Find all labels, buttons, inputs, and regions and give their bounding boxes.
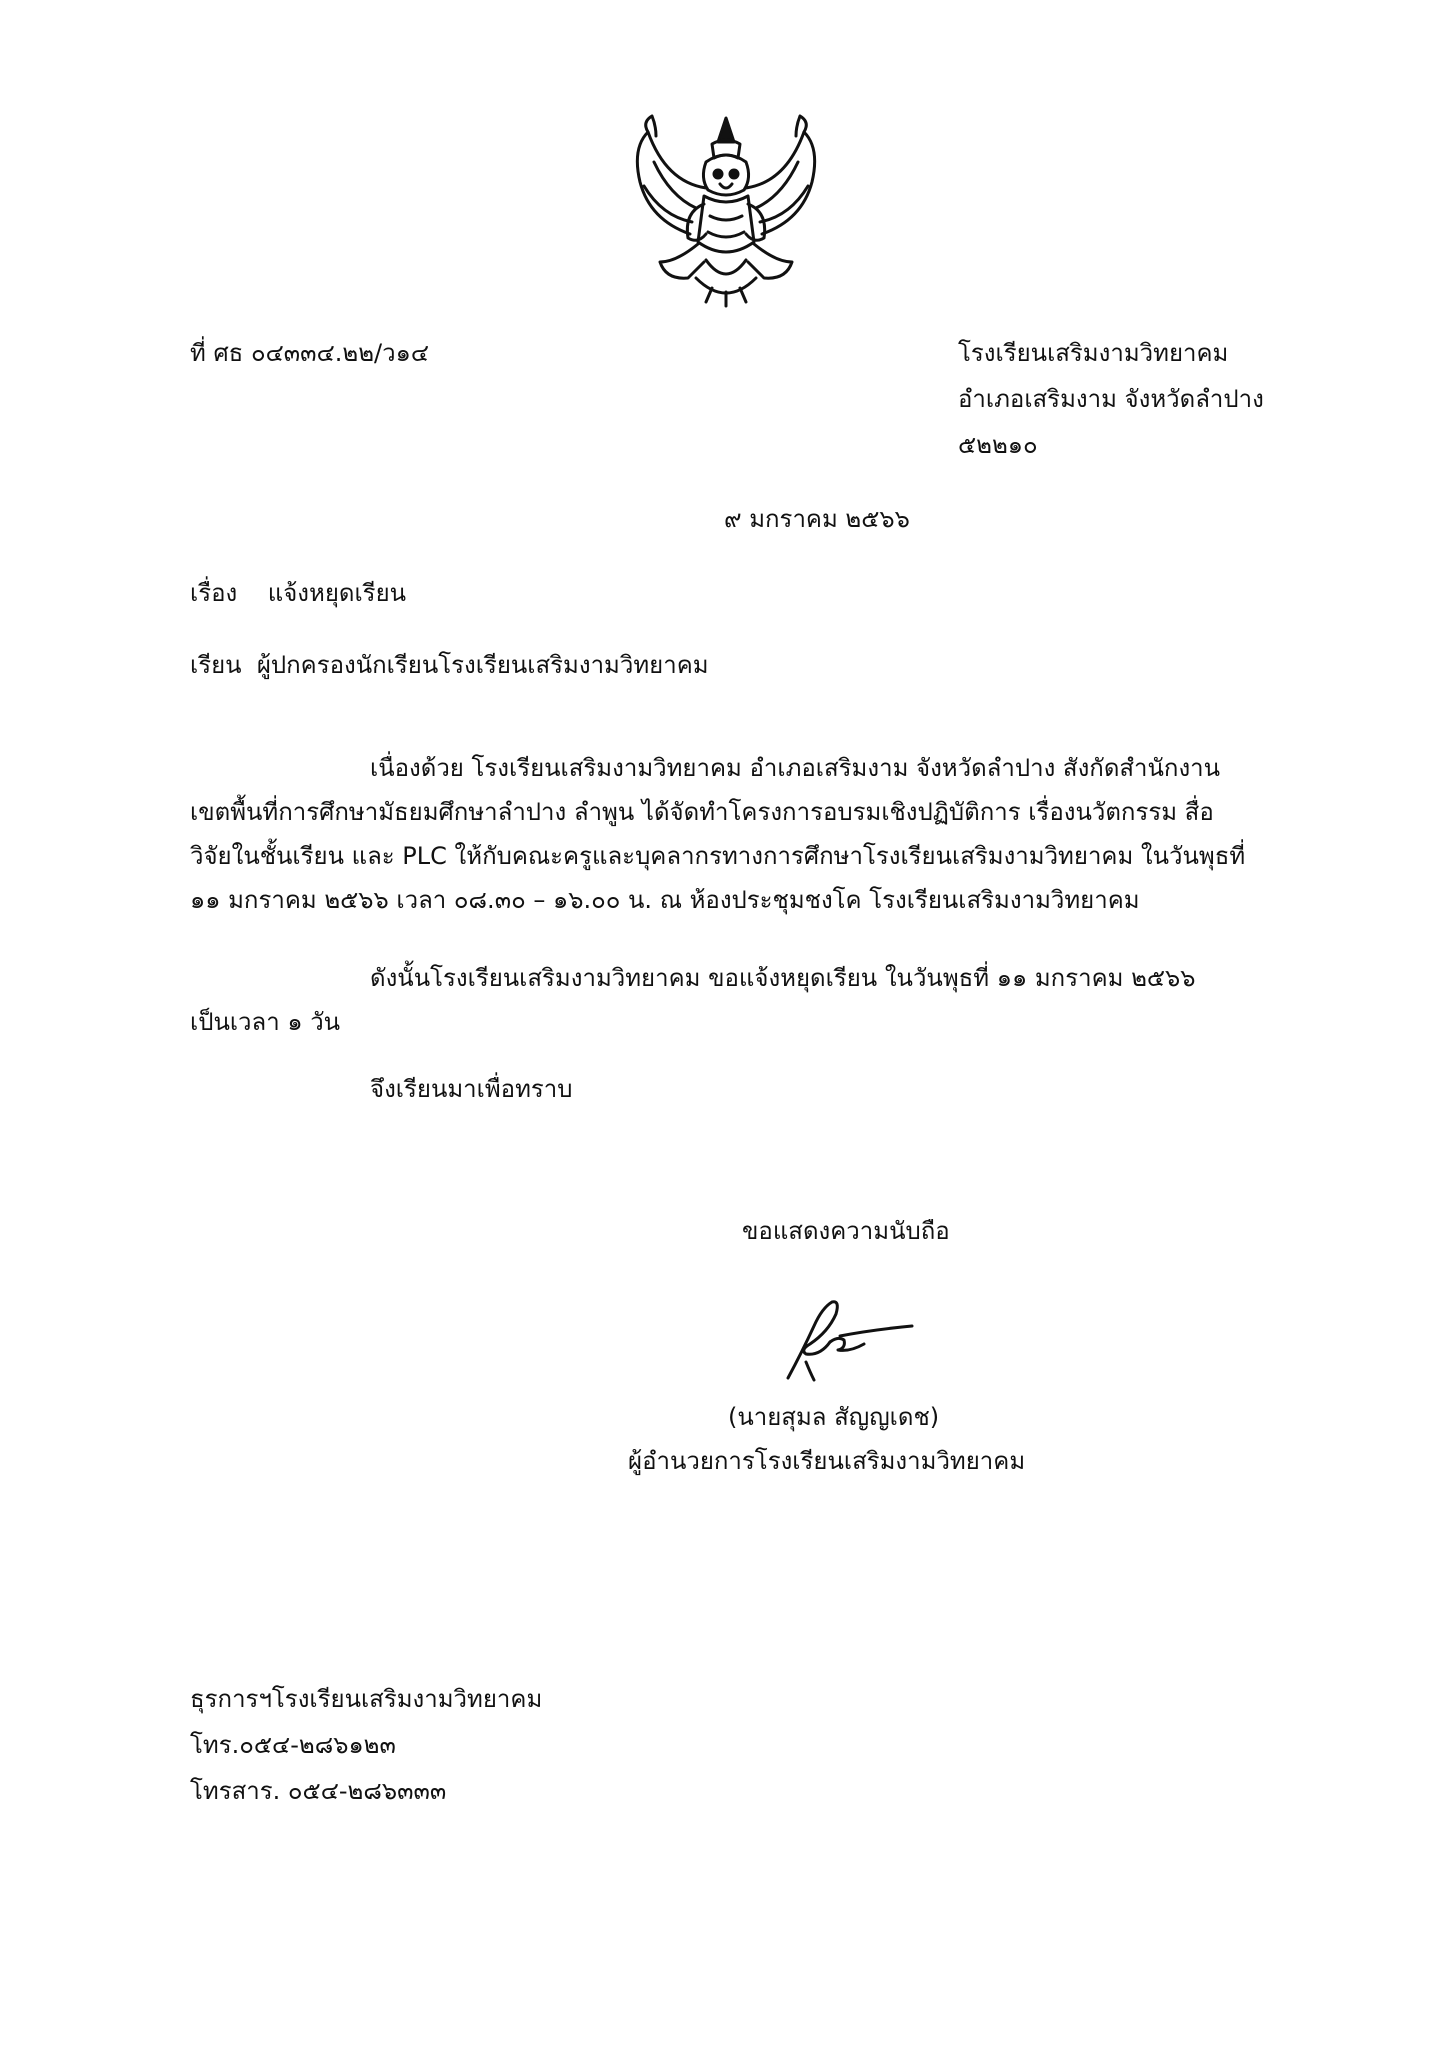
letter-date: ๙ มกราคม ๒๕๖๖ [724,505,910,533]
footer-fax: โทรสาร. ๐๕๔-๒๘๖๓๓๓ [190,1777,447,1805]
subject-label: เรื่อง [190,579,238,607]
signatory-name: (นายสุมล สัญญเดช) [728,1403,940,1431]
body-paragraph-1 [190,746,1310,922]
body-line: ๑๑ มกราคม ๒๕๖๖ เวลา ๐๘.๓๐ – ๑๖.๐๐ น. ณ ห้องประชุมชงโค โรงเรียนเสริมงามวิทยาคม [190,886,1140,914]
subject-text: แจ้งหยุดเรียน [267,579,407,607]
footer-office: ธุรการฯโรงเรียนเสริมงามวิทยาคม [190,1685,543,1713]
body-line: วิจัยในชั้นเรียน และ PLC ให้กับคณะครูและบุคลากรทางการศึกษาโรงเรียนเสริมงามวิทยาคม ในวันพุธที่ [190,842,1246,870]
signatory-position: ผู้อำนวยการโรงเรียนเสริมงามวิทยาคม [628,1447,1026,1475]
closing-statement: จึงเรียนมาเพื่อทราบ [370,1075,573,1103]
recipient-text: ผู้ปกครองนักเรียนโรงเรียนเสริมงามวิทยาคม [256,651,709,679]
subject-line [190,578,406,608]
recipient-line [190,650,709,680]
school-address-line1: โรงเรียนเสริมงามวิทยาคม [958,339,1229,367]
school-address-postcode: ๕๒๒๑๐ [958,431,1038,459]
closing-salutation: ขอแสดงความนับถือ [742,1217,950,1245]
handwritten-signature-icon [780,1292,920,1388]
body-line: เนื่องด้วย โรงเรียนเสริมงามวิทยาคม อำเภอเสริมงาม จังหวัดลำปาง สังกัดสำนักงาน [370,754,1221,782]
body-line: เป็นเวลา ๑ วัน [190,1008,341,1036]
body-line: เขตพื้นที่การศึกษามัธยมศึกษาลำปาง ลำพูน ได้จัดทำโครงการอบรมเชิงปฏิบัติการ เรื่องนวัตกรรม สื่อ [190,798,1214,826]
footer-phone: โทร.๐๕๔-๒๘๖๑๒๓ [190,1731,396,1759]
garuda-emblem-icon [626,112,826,308]
school-address-line2: อำเภอเสริมงาม จังหวัดลำปาง [958,385,1264,413]
recipient-label: เรียน [190,651,242,679]
reference-number: ที่ ศธ ๐๔๓๓๔.๒๒/ว๑๔ [190,339,429,367]
body-line: ดังนั้นโรงเรียนเสริมงามวิทยาคม ขอแจ้งหยุดเรียน ในวันพุธที่ ๑๑ มกราคม ๒๕๖๖ [370,964,1196,992]
body-paragraph-2 [190,956,1310,1044]
